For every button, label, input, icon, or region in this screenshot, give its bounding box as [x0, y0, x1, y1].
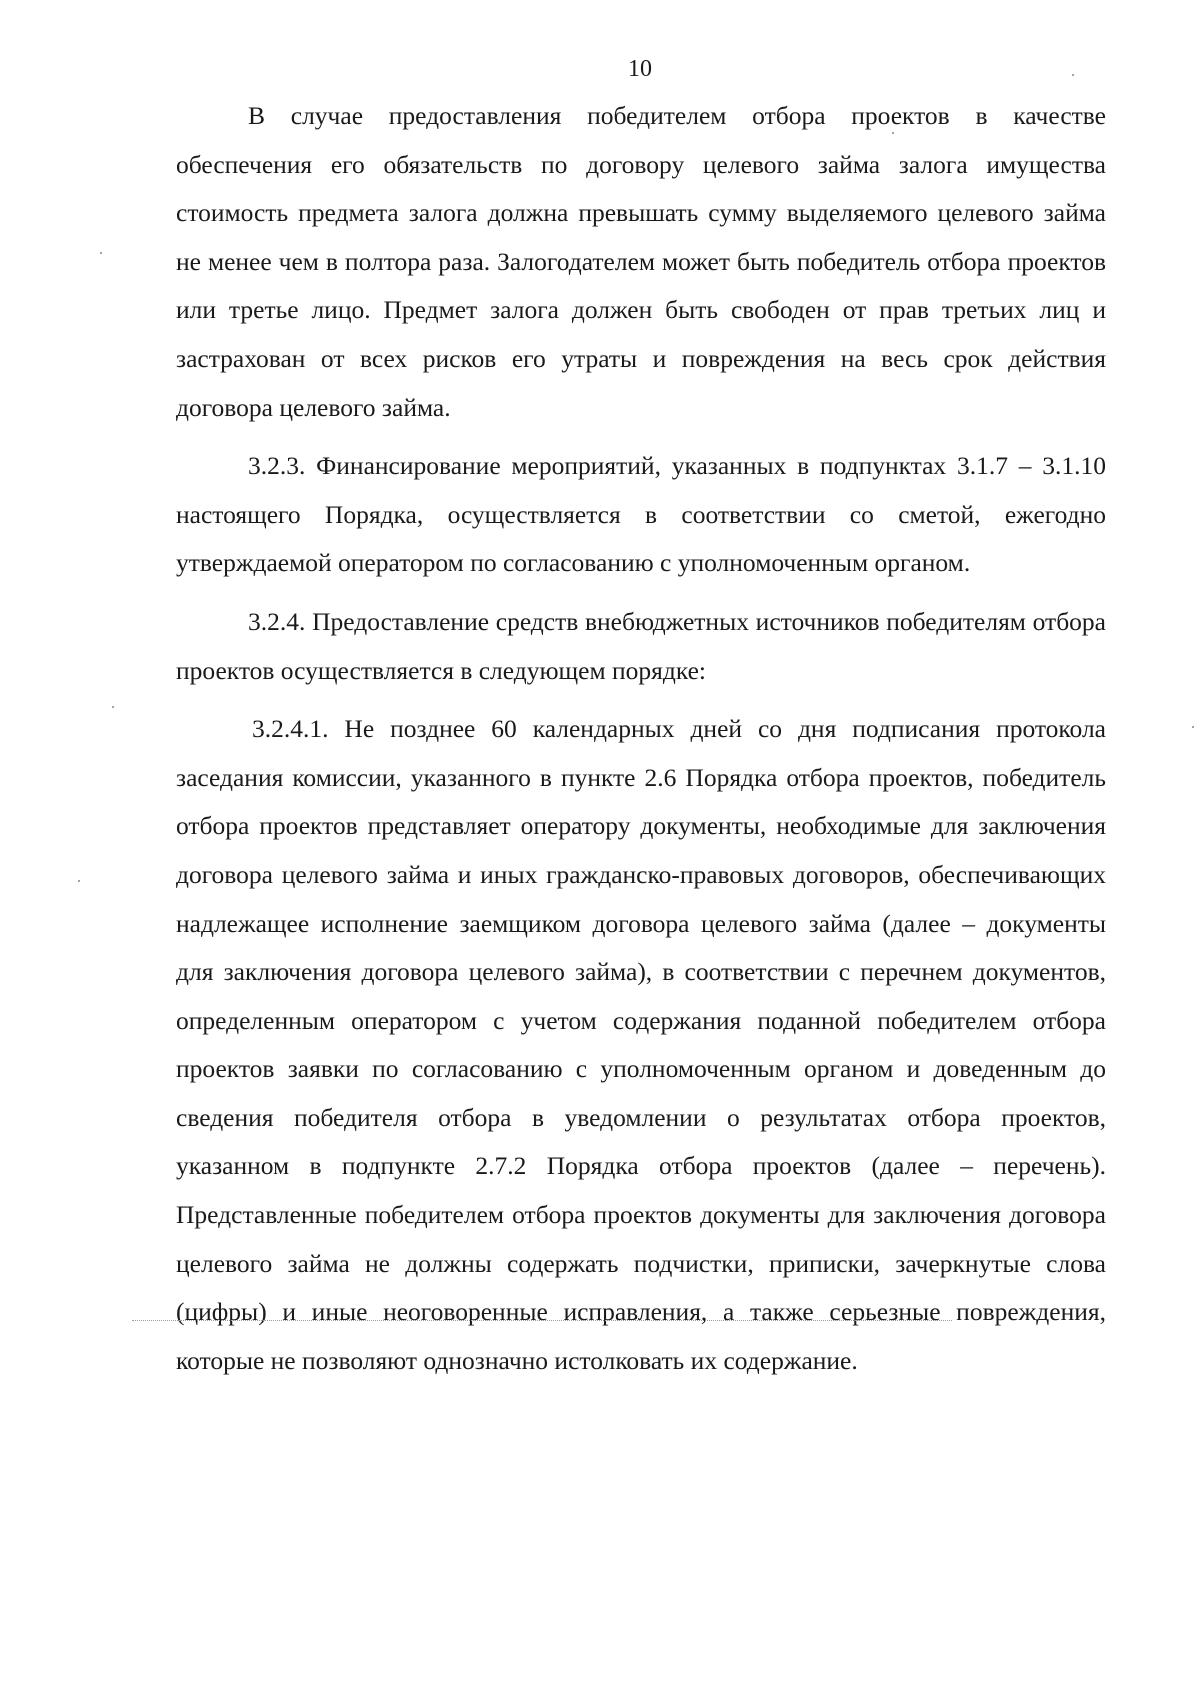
page-number: 10	[628, 56, 652, 82]
scan-speck	[78, 880, 80, 882]
paragraph-gap	[176, 695, 1106, 705]
paragraph-3-2-4: 3.2.4. Предоставление средств внебюджетных источников победителям отбора проектов осуществляется в следующем порядке:	[176, 606, 1106, 685]
paragraph-gap	[176, 588, 1106, 598]
document-body	[176, 92, 1106, 1385]
paragraph-collateral: В случае предоставления победителем отбора проектов в качестве обеспечения его обязательств по договору целевого займа залога имущества стоимость предмета залога должна превышать сумму выделяемого целевого займа не менее чем в полтора раза. Залогодателем может быть победитель отбора проектов или третье лицо. Предмет залога должен быть свободен от прав третьих лиц и застрахован от всех рисков его утраты и повреждения на весь срок действия договора целевого займа.	[176, 101, 1106, 422]
scan-speck	[100, 252, 102, 254]
scan-speck	[892, 132, 894, 134]
paragraph-gap	[176, 432, 1106, 442]
scan-dotted-line	[132, 1320, 952, 1322]
paragraph-3-2-3: 3.2.3. Финансирование мероприятий, указанных в подпунктах 3.1.7 – 3.1.10 настоящего Порядка, осуществляется в соответствии со сметой, ежегодно утверждаемой оператором по согласованию с уполномоченным органом.	[176, 451, 1106, 578]
scan-speck	[1192, 726, 1194, 728]
scan-speck	[1072, 74, 1074, 76]
paragraph-3-2-4-1: 3.2.4.1. Не позднее 60 календарных дней со дня подписания протокола заседания комиссии, указанного в пункте 2.6 Порядка отбора проектов, победитель отбора проектов представляет оператору документы, необходимые для заключения договора целевого займа и иных гражданско-правовых договоров, обеспечивающих надлежащее исполнение заемщиком договора целевого займа (далее – документы для заключения договора целевого займа), в соответствии с перечнем документов, определенным оператором с учетом содержания поданной победителем отбора проектов заявки по согласованию с уполномоченным органом и доведенным до сведения победителя отбора в уведомлении о результатах отбора проектов, указанном в подпункте 2.7.2 Порядка отбора проектов (далее – перечень). Представленные победителем отбора проектов документы для заключения договора целевого займа не должны содержать подчистки, приписки, зачеркнутые слова (цифры) и иные неоговоренные исправления, а также серьезные повреждения, которые не позволяют однозначно истолковать их содержание.	[176, 714, 1106, 1375]
scan-speck	[112, 706, 114, 708]
